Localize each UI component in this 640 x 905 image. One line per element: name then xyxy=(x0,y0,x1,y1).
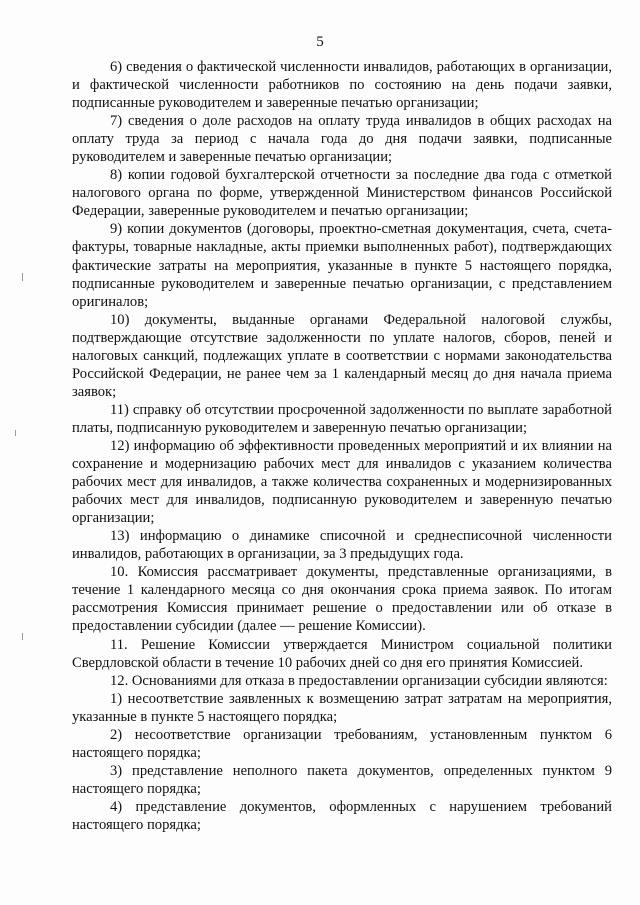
refusal-item-4: 4) представление документов, оформленных с нарушением требований настоящего порядка; xyxy=(72,798,612,833)
clause-12: 12. Основаниями для отказа в предоставлении организации субсидии являются: xyxy=(110,672,608,689)
document-body xyxy=(72,58,612,834)
list-item-9: 9) копии документов (договоры, проектно-сметная документация, счета, счета-фактуры, товарные накладные, акты приемки выполненных работ), подтверждающих фактические затраты на мероприятия, указанные в пункте 5 настоящего порядка, подписанные руководителем и заверенные печатью организации, с представлением оригиналов; xyxy=(72,221,612,310)
refusal-item-1: 1) несоответствие заявленных к возмещению затрат затратам на мероприятия, указанные в пункте 5 настоящего порядка; xyxy=(72,690,612,725)
list-item-8: 8) копии годовой бухгалтерской отчетности за последние два года с отметкой налогового органа по форме, утвержденной Министерством финансов Российской Федерации, заверенные руководителем и печатью организации; xyxy=(72,167,612,220)
list-item-10: 10) документы, выданные органами Федеральной налоговой службы, подтверждающие отсутствие задолженности по уплате налогов, сборов, пеней и налоговых санкций, подлежащих уплате в соответствии с нормами законодательства Российской Федерации, не ранее чем за 1 календарный месяц до дня начала приема заявок; xyxy=(72,311,612,400)
scan-artifact xyxy=(22,273,23,281)
clause-10: 10. Комиссия рассматривает документы, представленные организациями, в течение 1 календарного месяца со дня окончания срока приема заявок. По итогам рассмотрения Комиссия принимает решение о предоставлении или об отказе в предоставлении субсидии (далее — решение Комиссии). xyxy=(72,564,612,635)
page-number: 5 xyxy=(316,34,324,50)
refusal-item-3: 3) представление неполного пакета документов, определенных пунктом 9 настоящего порядка; xyxy=(72,762,612,797)
clause-11: 11. Решение Комиссии утверждается Министром социальной политики Свердловской области в течение 10 рабочих дней со дня его принятия Комиссией. xyxy=(72,636,612,671)
scan-artifact xyxy=(15,430,16,436)
refusal-item-2: 2) несоответствие организации требованиям, установленным пунктом 6 настоящего порядка; xyxy=(72,726,612,761)
list-item-12: 12) информацию об эффективности проведенных мероприятий и их влиянии на сохранение и модернизацию рабочих мест для инвалидов с указанием количества рабочих мест для инвалидов, а также количества сохраненных и модернизированных рабочих мест для инвалидов, подписанную руководителем и заверенную печатью организации; xyxy=(72,437,612,527)
list-item-6: 6) сведения о фактической численности инвалидов, работающих в организации, и фактической численности работников по состоянию на день подачи заявки, подписанные руководителем и заверенные печатью организации; xyxy=(72,59,612,112)
list-item-11: 11) справку об отсутствии просроченной задолженности по выплате заработной платы, подписанную руководителем и заверенную печатью организации; xyxy=(72,401,612,436)
list-item-7: 7) сведения о доле расходов на оплату труда инвалидов в общих расходах на оплату труда за период с начала года до дня подачи заявки, подписанные руководителем и заверенные печатью организации; xyxy=(72,113,612,166)
scan-artifact xyxy=(22,633,23,640)
list-item-13: 13) информацию о динамике списочной и среднесписочной численности инвалидов, работающих в организации, за 3 предыдущих года. xyxy=(72,528,612,563)
